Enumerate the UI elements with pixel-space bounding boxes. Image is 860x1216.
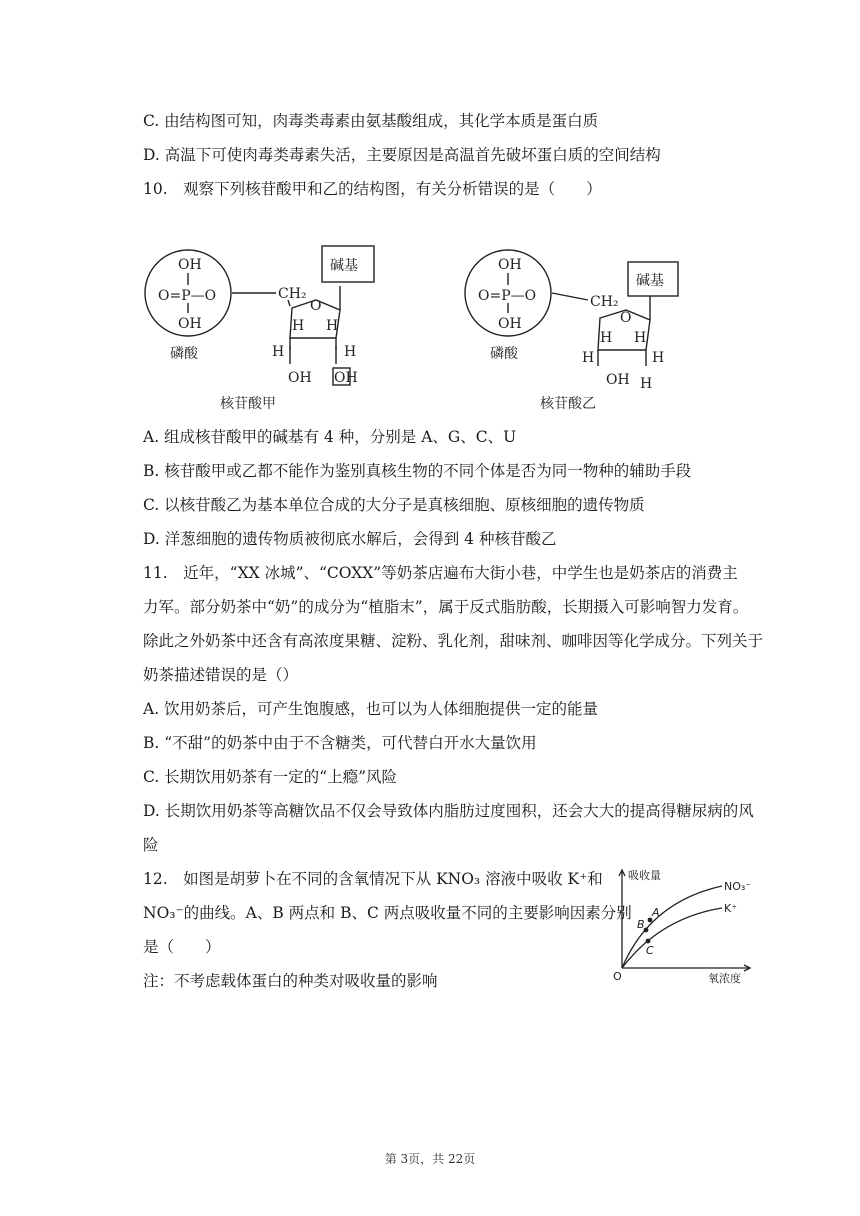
- label-o-p-o: O=P—O: [478, 288, 537, 304]
- q11-option-b: B. “不甜”的奶茶中由于不含糖类，可代替白开水大量饮用: [143, 734, 537, 752]
- label-oh: OH: [178, 316, 202, 332]
- q11-option-c: C. 长期饮用奶茶有一定的“上瘾”风险: [143, 768, 398, 786]
- q10-option-a: A. 组成核苷酸甲的碱基有 4 种，分别是 A、G、C、U: [143, 428, 517, 446]
- label-oh: OH: [606, 372, 630, 388]
- q11-stem-line: 11. 近年，“XX 冰城”、“COXX”等奶茶店遍布大街小巷，中学生也是奶茶店的消费主: [143, 564, 738, 582]
- series-label-no3: NO₃⁻: [724, 880, 752, 893]
- point-label-c: C: [646, 944, 654, 957]
- q9-option-c: C. 由结构图可知，肉毒类毒素由氨基酸组成，其化学本质是蛋白质: [143, 112, 599, 130]
- label-base: 碱基: [636, 273, 664, 289]
- label-phosphate: 磷酸: [490, 346, 518, 362]
- series-line-k: [622, 908, 722, 968]
- x-axis-label: 氧浓度: [708, 972, 741, 985]
- q9-option-d: D. 高温下可使肉毒类毒素失活，主要原因是高温首先破坏蛋白质的空间结构: [143, 146, 661, 164]
- label-oh: OH: [498, 316, 522, 332]
- label-h: H: [640, 376, 653, 392]
- caption-nucleotide-a: 核苷酸甲: [220, 396, 276, 412]
- point-label-b: B: [637, 918, 645, 931]
- label-base: 碱基: [330, 258, 358, 274]
- label-o-p-o: O=P—O: [158, 288, 217, 304]
- q11-option-d: D. 长期饮用奶茶等高糖饮品不仅会导致体内脂肪过度囤积，还会大大的提高得糖尿病的风: [143, 802, 754, 820]
- label-ch2: CH₂: [278, 286, 307, 302]
- label-ring-o: O: [310, 298, 322, 314]
- q10-option-b: B. 核苷酸甲或乙都不能作为鉴别真核生物的不同个体是否为同一物种的辅助手段: [143, 462, 692, 480]
- label-h: H: [582, 350, 595, 366]
- point-c: [646, 939, 651, 944]
- series-label-k: K⁺: [724, 902, 738, 915]
- label-ch2: CH₂: [590, 294, 619, 310]
- q11-option-d-cont: 险: [143, 836, 159, 854]
- label-oh: OH: [334, 370, 358, 386]
- label-h: H: [292, 318, 305, 334]
- q12-stem-line: NO₃⁻的曲线。A、B 两点和 B、C 两点吸收量不同的主要影响因素分别: [143, 904, 632, 922]
- absorption-chart: [610, 862, 760, 986]
- label-ring-o: O: [620, 310, 632, 326]
- q11-stem-line: 除此之外奶茶中还含有高浓度果糖、淀粉、乳化剂，甜味剂、咖啡因等化学成分。下列关于: [143, 632, 764, 650]
- q12-stem-line: 12. 如图是胡萝卜在不同的含氧情况下从 KNO₃ 溶液中吸收 K⁺和: [143, 870, 603, 888]
- label-h: H: [652, 350, 665, 366]
- nucleotide-figure: [140, 238, 700, 418]
- q10-stem: 10. 观察下列核苷酸甲和乙的结构图，有关分析错误的是（ ）: [143, 180, 602, 198]
- label-oh: OH: [288, 370, 312, 386]
- label-h: H: [344, 344, 357, 360]
- origin-label: O: [613, 970, 622, 983]
- q12-stem-line: 是（ ）: [143, 938, 221, 956]
- label-oh: OH: [498, 257, 522, 273]
- q11-stem-line: 力军。部分奶茶中“奶”的成分为“植脂末”，属于反式脂肪酸，长期摄入可影响智力发育。: [143, 598, 749, 616]
- label-oh: OH: [178, 257, 202, 273]
- q10-option-c: C. 以核苷酸乙为基本单位合成的大分子是真核细胞、原核细胞的遗传物质: [143, 496, 645, 514]
- q11-option-a: A. 饮用奶茶后，可产生饱腹感，也可以为人体细胞提供一定的能量: [143, 700, 599, 718]
- label-h: H: [634, 330, 647, 346]
- caption-nucleotide-b: 核苷酸乙: [540, 396, 596, 412]
- label-h: H: [272, 344, 285, 360]
- y-axis-label: 吸收量: [628, 869, 661, 882]
- q12-note: 注：不考虑载体蛋白的种类对吸收量的影响: [143, 972, 438, 990]
- q11-stem-line: 奶茶描述错误的是（）: [143, 666, 299, 684]
- label-h: H: [326, 318, 339, 334]
- q10-option-d: D. 洋葱细胞的遗传物质被彻底水解后，会得到 4 种核苷酸乙: [143, 530, 557, 548]
- label-h: H: [600, 330, 613, 346]
- page-footer: 第 3页，共 22页: [384, 1152, 476, 1166]
- label-phosphate: 磷酸: [170, 346, 198, 362]
- point-label-a: A: [652, 906, 660, 919]
